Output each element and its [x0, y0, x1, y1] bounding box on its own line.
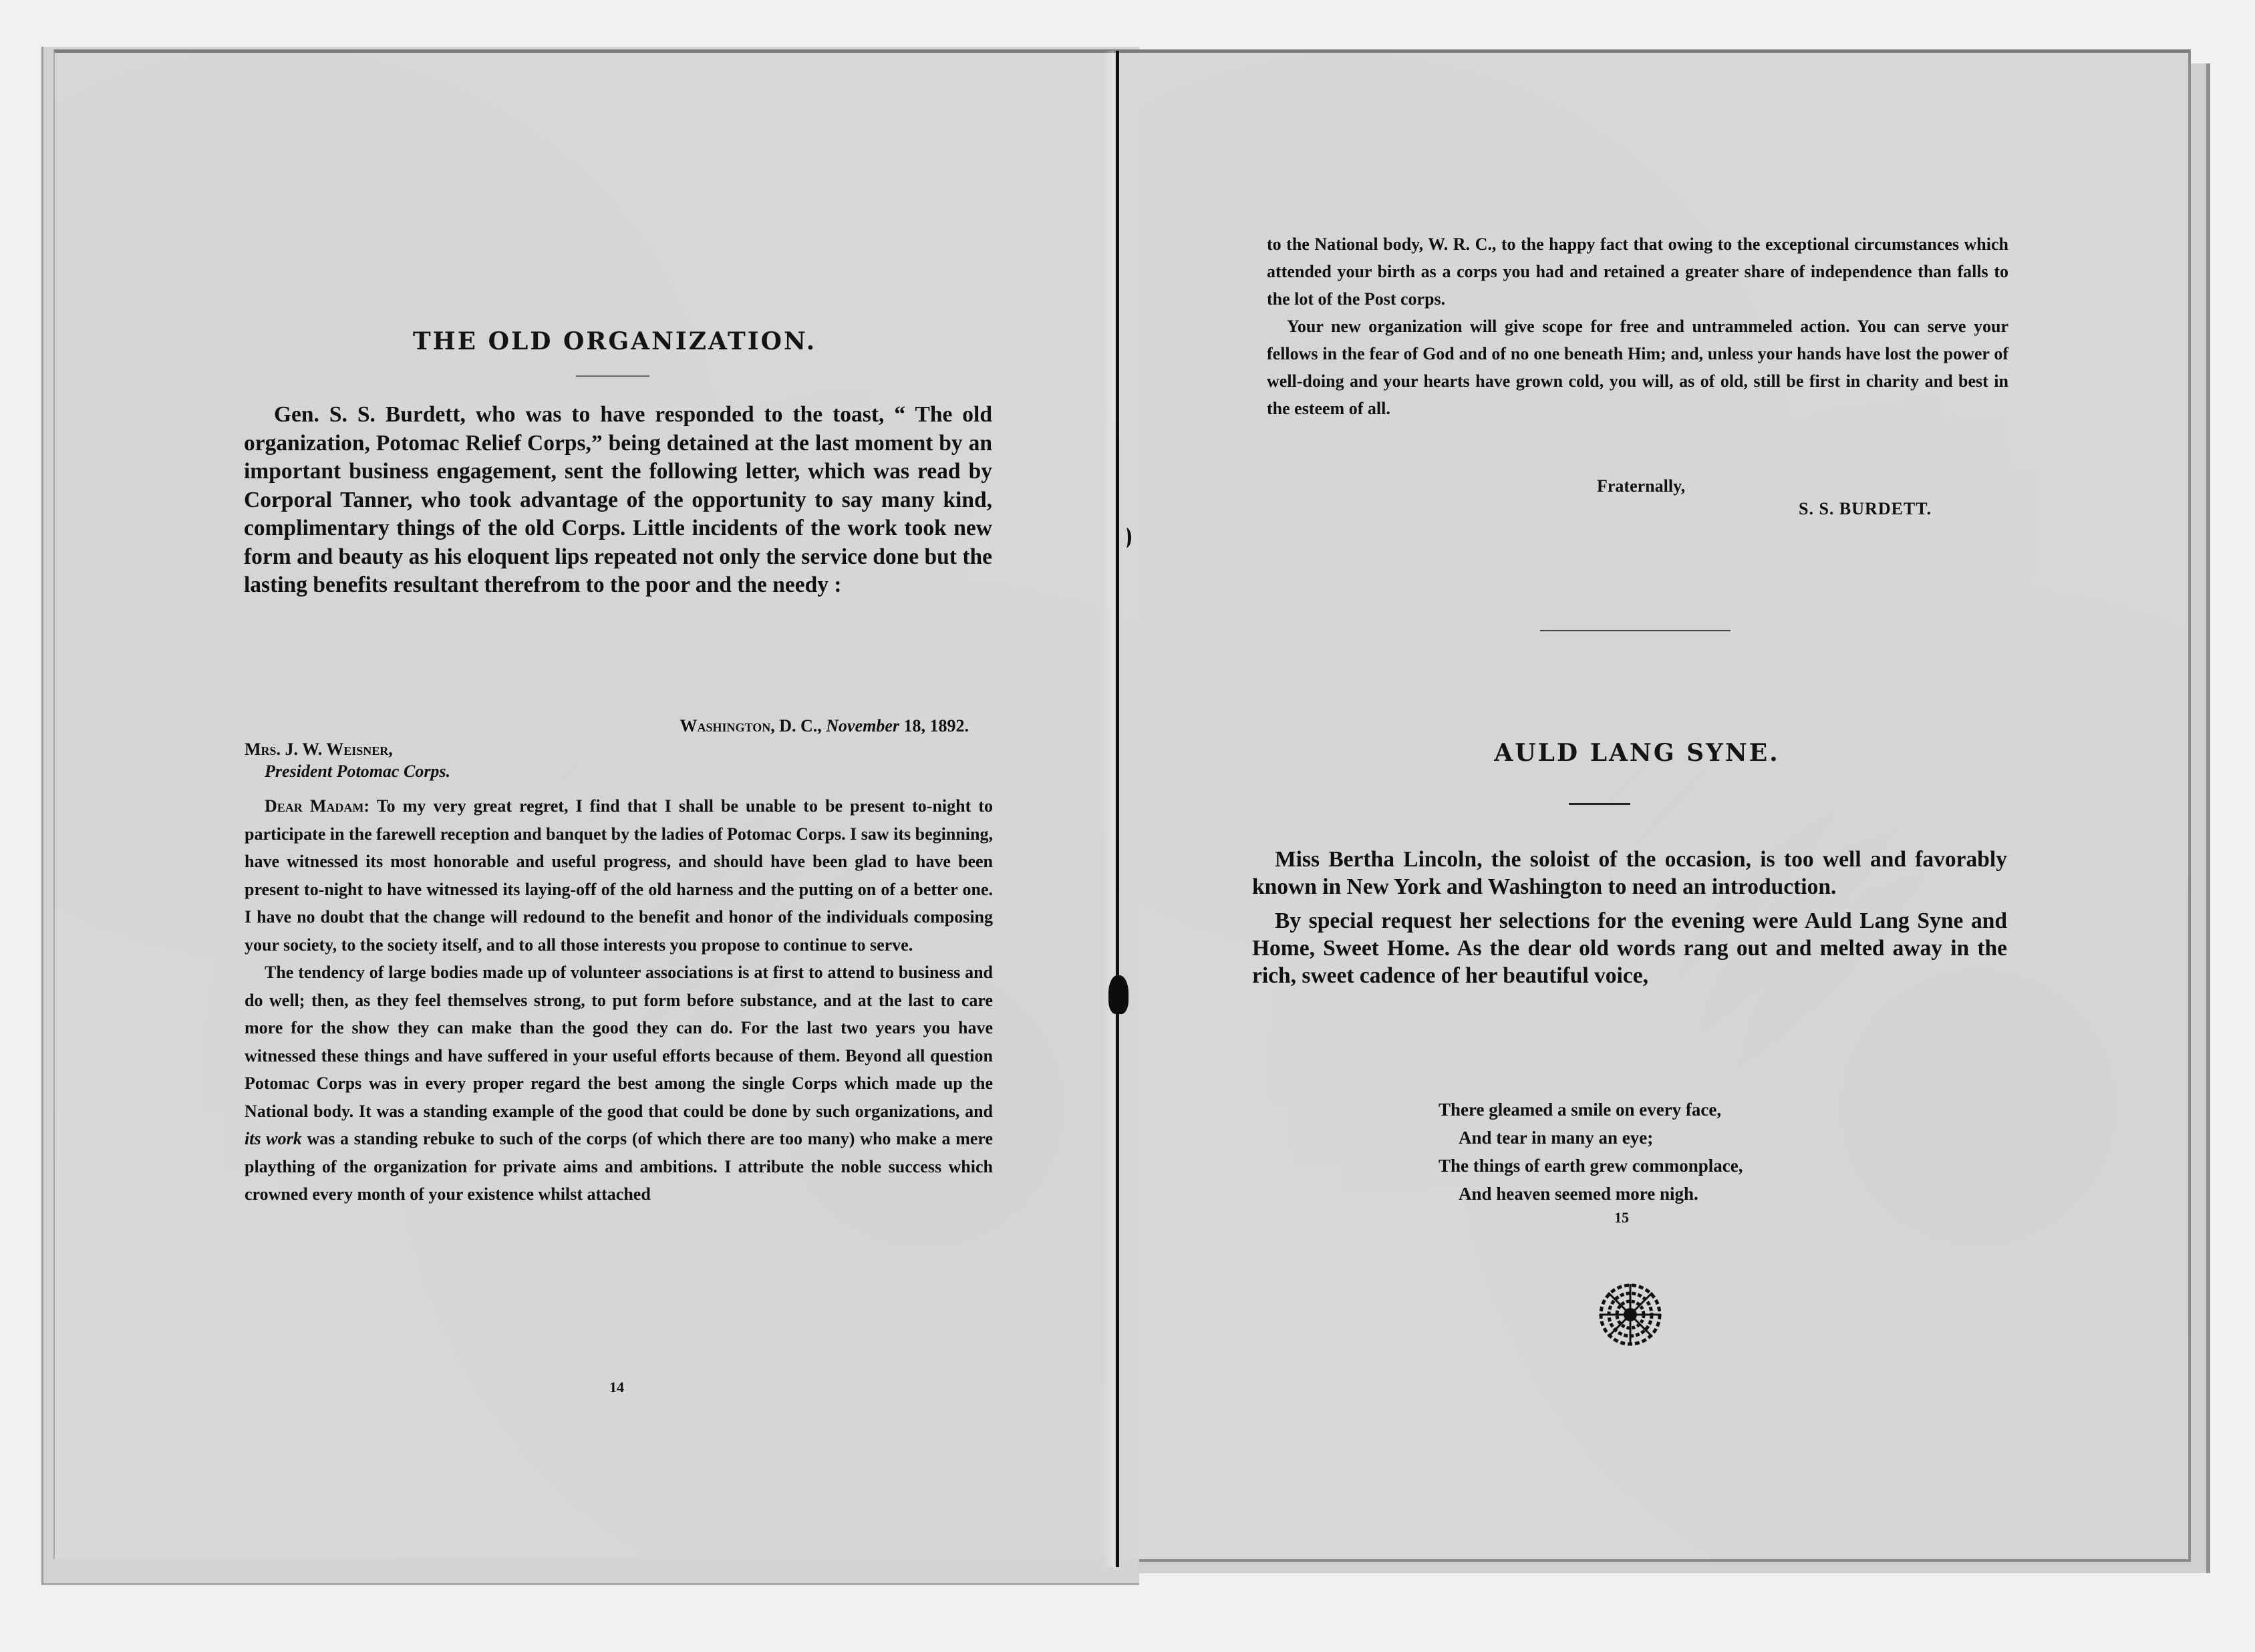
letter-paragraph-text: The tendency of large bodies made up of volunteer associations is at first to attend to business and do well; then, as they feel themselves strong, to put form before substance, and at the last to care more for the show they can make than the good they can do. For the last two years you have witnessed these things and have suffered in your useful efforts because of them. Beyond all question Potomac Corps was in every proper regard the best among the single Corps which made up the National body. It was a standing example of the good that could be done by such organizations, and	[245, 963, 993, 1121]
addressee-name: Mrs. J. W. Weisner,	[245, 739, 393, 759]
letter-addressee	[245, 738, 450, 782]
dateline-day-year: 18, 1892.	[903, 716, 969, 735]
letter-paragraph-text: To my very great regret, I find that I shall be unable to be present to-night to participate in the farewell reception and banquet by the ladies of Potomac Corps. I saw its beginning, have witnessed its most honorable and useful progress, and should have been glad to have been present to-night to have witnessed its laying-off of the old harness and the putting on of a better one. I have no doubt that the change will redound to the benefit and honor of the individuals composing your society, to the society itself, and to all those interests you propose to continue to serve.	[245, 796, 994, 955]
page-title: THE OLD ORGANIZATION.	[412, 327, 817, 355]
section-paragraph: Miss Bertha Lincoln, the soloist of the occasion, is too well and favorably known in New York and Washington to need an introduction.	[1252, 847, 2007, 899]
page-number-right: 15	[1614, 1209, 1629, 1226]
letter-paragraph-text: was a standing rebuke to such of the corps (of which there are too many) who make a mere plaything of the organization for private aims and ambitions. I attribute the noble success which crowned every month of your existence whilst attached	[245, 1129, 994, 1204]
poem-stanza	[1439, 1096, 1743, 1208]
addressee-title: President Potomac Corps.	[265, 762, 451, 781]
letter-signature: S. S. BURDETT.	[1799, 499, 1932, 518]
poem-line: And tear in many an eye;	[1459, 1128, 1654, 1148]
rosette-ornament-icon	[1597, 1281, 1664, 1348]
letter-continuation	[1267, 230, 2008, 422]
section-body	[1252, 846, 2007, 996]
spine-shadow	[1104, 51, 1114, 1567]
section-title: AULD LANG SYNE.	[1494, 739, 1780, 767]
letter-dateline	[568, 716, 969, 736]
page-number-left: 14	[609, 1379, 624, 1395]
letter-paragraph: to the National body, W. R. C., to the happy fact that owing to the exceptional circumstances which attended your birth as a corps you had and retained a greater share of independence than falls to the lot of the Post corps.	[1267, 234, 2008, 309]
binding-thread-knot	[1108, 975, 1129, 1014]
salutation: Dear Madam:	[265, 796, 370, 816]
dateline-month: November	[826, 716, 899, 735]
letter-body	[245, 792, 993, 1208]
letter-paragraph	[245, 959, 993, 1208]
intro-text: Gen. S. S. Burdett, who was to have responded to the toast, “ The old organization, Potomac Relief Corps,” being detained at the last moment by an important business engagement, sent the following letter, which was read by Corporal Tanner, who took advantage of the opportunity to say many kind, complimentary things of the old Corps. Little incidents of the work took new form and beauty as his eloquent lips repeated not only the service done but the lasting benefits resultant therefrom to the poor and the needy :	[244, 402, 992, 597]
title-divider	[576, 375, 649, 377]
emphasis-text: its work	[245, 1129, 302, 1148]
binding-thread-kink	[1121, 528, 1131, 548]
poem-line: And heaven seemed more nigh.	[1459, 1184, 1698, 1204]
poem-line: There gleamed a smile on every face,	[1439, 1100, 1722, 1120]
letter-paragraph	[245, 792, 993, 959]
intro-paragraph	[244, 401, 992, 600]
section-divider	[1540, 630, 1731, 631]
book-spine-binding	[1116, 51, 1119, 1567]
section-paragraph: By special request her selections for the evening were Auld Lang Syne and Home, Sweet Home. As the dear old words rang out and melted away in the rich, sweet cadence of her beautiful voice,	[1252, 908, 2007, 988]
title-divider	[1569, 803, 1630, 805]
letter-paragraph: Your new organization will give scope for free and untrammeled action. You can serve your fellows in the fear of God and of no one beneath Him; and, unless your hands have lost the power of well-doing and your hearts have grown cold, you will, as of old, still be first in charity and best in the esteem of all.	[1267, 317, 2008, 418]
letter-closing: Fraternally,	[1597, 476, 1686, 496]
dateline-place: Washington, D. C.,	[680, 716, 822, 735]
poem-line: The things of earth grew commonplace,	[1439, 1156, 1743, 1176]
